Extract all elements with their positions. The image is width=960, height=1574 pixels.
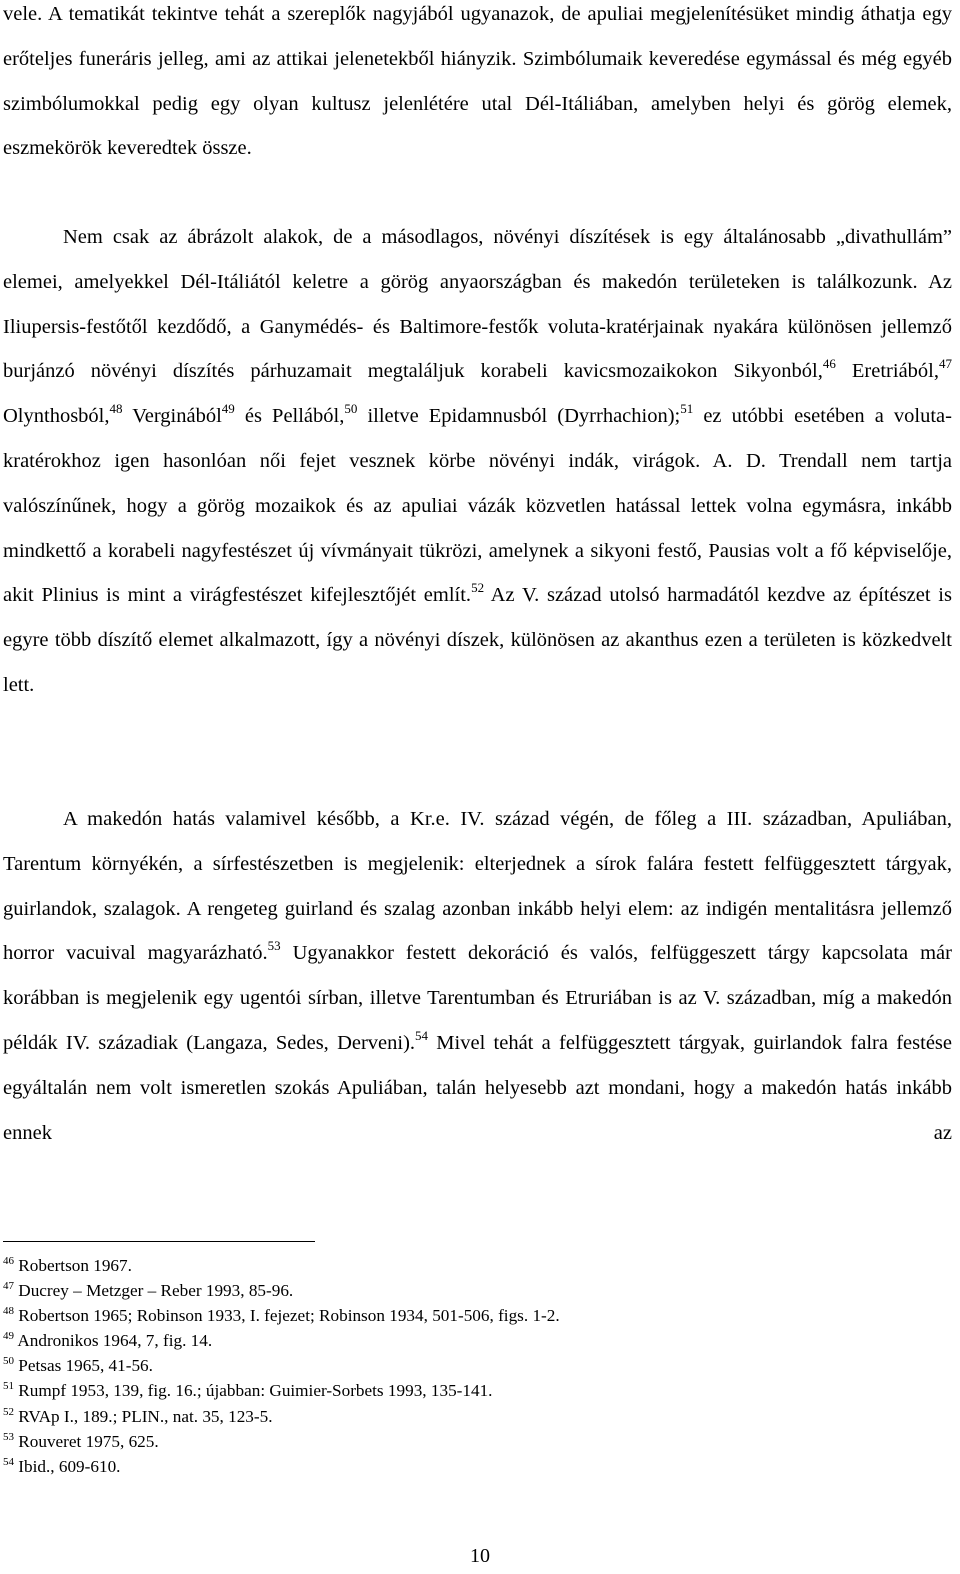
footnote-text: Petsas 1965, 41-56. (18, 1356, 153, 1376)
footnote-ref-48[interactable]: 48 (109, 401, 123, 417)
footnote-48 (3, 1303, 943, 1328)
footnote-52 (3, 1404, 943, 1429)
footnote-number: 46 (3, 1255, 14, 1267)
footnote-text: Robertson 1967. (18, 1256, 132, 1275)
footnote-number: 52 (3, 1405, 14, 1418)
footnote-46 (3, 1253, 943, 1278)
paragraph-2-text: illetve Epidamnusból (Dyrrhachion); (357, 405, 681, 428)
footnote-number: 50 (3, 1355, 14, 1368)
paragraph-1-text: vele. A tematikát tekintve tehát a szereplők nagyjából ugyanazok, de apuliai megjelenítésüket mindig áthatja egy erőteljes funeráris jelleg, ami az attikai jelenetekből hiányzik. Szimbólumaik keveredése egymással és még egyéb szimbólumokkal pedig egy olyan kultusz jelenlétére utal Dél-Itáliában, amelyben helyi és görög elemek, eszmekörök keveredtek össze. (3, 3, 952, 160)
paragraph-2-text: ez utóbbi esetében a voluta-kratérokhoz igen hasonlóan női fejet vesznek körbe növényi indák, virágok. A. D. Trendall nem tartja valószínűnek, hogy a görög mozaikok és az apuliai vázák közvetlen hatással lettek volna egymásra, inkább mindkettő a korabeli nagyfestészet új vívmányait tükrözi, amelynek a sikyoni festő, Pausias volt a fő képviselője, akit Plinius is mint a virágfestészet kifejlesztőjét említ. (3, 405, 952, 607)
footnote-text: Ibid., 609-610. (18, 1456, 121, 1476)
paragraph-2-text: Olynthosból, (3, 405, 110, 428)
paragraph-2 (3, 215, 952, 708)
paragraph-3-text: Mivel tehát a felfüggesztett tárgyak, guirlandok falra festése egyáltalán nem volt ismeretlen szokás Apuliában, talán helyesebb azt mondani, hogy a makedón hatás inkább ennek az (3, 1031, 952, 1144)
page-number: 10 (470, 1545, 490, 1567)
footnote-text: Andronikos 1964, 7, fig. 14. (17, 1331, 213, 1351)
paragraph-2-text: Nem csak az ábrázolt alakok, de a másodlagos, növényi díszítések is egy általánosabb „divathullám” elemei, amelyekkel Dél-Itáliától keletre a görög anyaországban és makedón területeken is találkozunk. Az Iliupersis-festőtől kezdődő, a Ganymédés- és Baltimore-festők voluta-kratérjainak nyakára különösen jellemző burjánzó növényi díszítés párhuzamait megtaláljuk korabeli kavicsmozaikokon Sikyonból, (3, 226, 952, 383)
footnote-47 (3, 1278, 943, 1303)
footnote-ref-47[interactable]: 47 (939, 356, 952, 372)
paragraph-1 (3, 0, 952, 171)
footnote-53 (3, 1429, 943, 1454)
footnote-number: 49 (3, 1330, 14, 1343)
footnote-54 (3, 1454, 943, 1479)
footnote-ref-49[interactable]: 49 (221, 401, 235, 417)
footnote-text: Rouveret 1975, 625. (18, 1431, 159, 1451)
footnote-ref-52[interactable]: 52 (471, 580, 485, 596)
paragraph-3-text: Ugyanakkor festett dekoráció és valós, felfüggeszett tárgy kapcsolata már korábban is megjelenik egy ugentói sírban, illetve Tarentumban és Etruriában is az V. században, míg a makedón példák IV. századiak (Langaza, Sedes, Derveni). (3, 942, 952, 1054)
footnote-ref-53[interactable]: 53 (267, 938, 281, 954)
footnote-text: Robertson 1965; Robinson 1933, I. fejezet; Robinson 1934, 501-506, figs. 1-2. (18, 1306, 560, 1326)
footnote-ref-54[interactable]: 54 (415, 1027, 429, 1043)
footnote-separator (3, 1241, 315, 1242)
footnote-number: 54 (3, 1455, 14, 1468)
footnote-list (3, 1253, 943, 1479)
footnote-number: 48 (3, 1305, 14, 1318)
paragraph-3-text: A makedón hatás valamivel később, a Kr.e. IV. század végén, de főleg a III. században, Apuliában, Tarentum környékén, a sírfestészetben is megjelenik: elterjednek a sírok falára festett felfüggesztett tárgyak, guirlandok, szalagok. A rengeteg guirland és szalag azonban inkább helyi elem: az indigén mentalitásra jellemző horror vacuival magyarázható. (3, 808, 952, 965)
footnote-ref-46[interactable]: 46 (822, 356, 836, 372)
paragraph-2-text: Eretriából, (835, 360, 939, 383)
footnote-ref-51[interactable]: 51 (680, 401, 694, 417)
footnote-number: 51 (3, 1380, 14, 1393)
paragraph-2-text: Verginából (122, 405, 222, 428)
footnote-text: Ducrey – Metzger – Reber 1993, 85-96. (18, 1281, 294, 1301)
footnote-51 (3, 1378, 943, 1403)
paragraph-3 (3, 797, 952, 1155)
footnote-text: RVAp I., 189.; PLIN., nat. 35, 123-5. (18, 1406, 273, 1426)
footnote-ref-50[interactable]: 50 (344, 401, 358, 417)
footnote-text: Rumpf 1953, 139, fig. 16.; újabban: Guimier-Sorbets 1993, 135-141. (18, 1381, 493, 1401)
footnote-number: 53 (3, 1430, 14, 1443)
paragraph-2-text: és Pellából, (234, 405, 345, 428)
footnote-50 (3, 1353, 943, 1378)
paragraph-2-text: Az V. század utolsó harmadától kezdve az építészet is egyre több díszítő elemet alkalmazott, így a növényi díszek, különösen az akanthus ezen a területen is közkedvelt lett. (3, 584, 952, 696)
footnote-number: 47 (3, 1280, 14, 1293)
footnote-49 (3, 1328, 943, 1353)
